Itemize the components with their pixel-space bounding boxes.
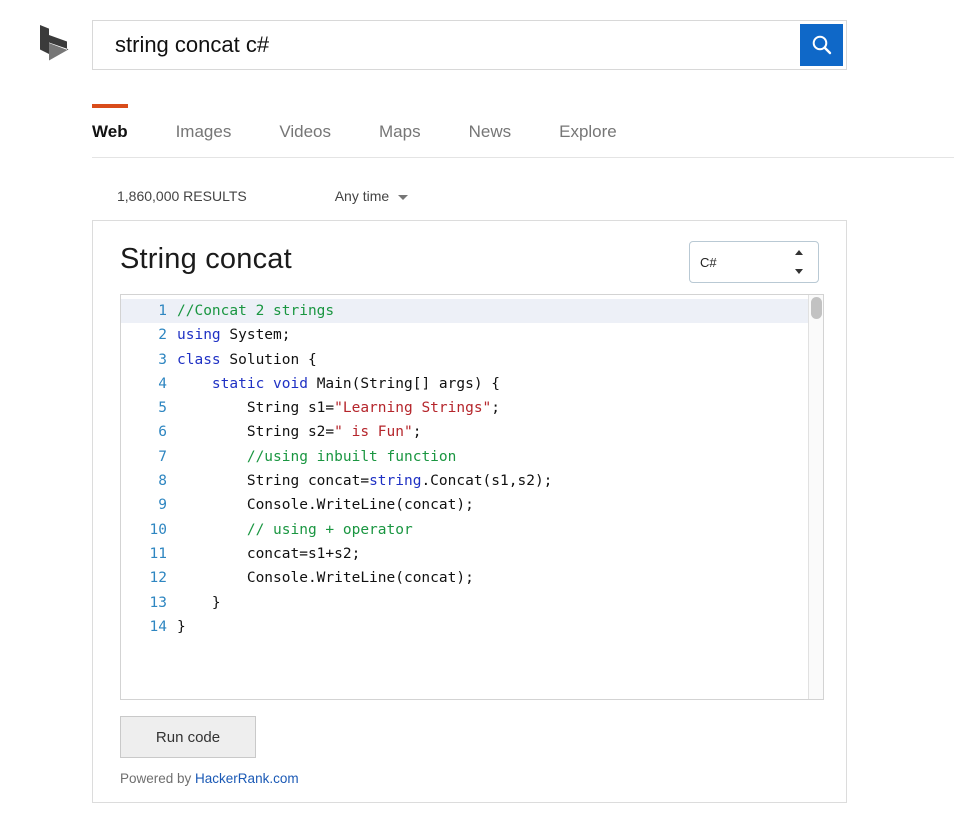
search-bar <box>92 20 847 70</box>
code-line-content <box>177 299 334 323</box>
code-line-number: 10 <box>149 521 167 538</box>
code-line <box>121 566 809 590</box>
code-line-content <box>177 591 221 615</box>
code-line <box>121 591 809 615</box>
time-filter-dropdown[interactable] <box>335 188 408 204</box>
code-token <box>177 449 247 465</box>
bing-logo-svg <box>32 22 78 68</box>
code-token: Console.WriteLine(concat); <box>177 497 474 514</box>
code-editor[interactable] <box>120 294 824 700</box>
tab-images[interactable] <box>176 104 232 142</box>
code-token: using <box>177 327 221 344</box>
code-token: "Learning Strings" <box>334 400 492 417</box>
code-line-content <box>177 348 317 372</box>
powered-by-prefix: Powered by <box>120 771 196 786</box>
powered-by <box>120 771 299 786</box>
code-token: static <box>211 375 265 392</box>
code-line-number: 12 <box>149 570 167 587</box>
code-line <box>121 542 809 566</box>
code-line-content <box>177 396 500 420</box>
card-title: String concat <box>120 243 292 275</box>
code-line-content <box>177 615 186 639</box>
code-token: String concat= <box>177 473 370 490</box>
bing-logo-icon[interactable] <box>32 22 78 68</box>
search-input[interactable] <box>93 21 793 69</box>
code-line-content <box>177 542 360 566</box>
code-line-number: 11 <box>149 545 167 562</box>
code-line-content <box>177 445 456 469</box>
code-line <box>121 396 809 420</box>
code-token: } <box>177 594 221 611</box>
tab-videos-label: Videos <box>279 122 332 141</box>
code-line-content <box>177 469 552 493</box>
code-token: " is Fun" <box>334 424 413 441</box>
code-line-number: 1 <box>158 303 167 319</box>
code-line <box>121 348 809 372</box>
code-token: String s2= <box>177 424 335 441</box>
code-line <box>121 615 809 639</box>
code-answer-card <box>92 220 847 803</box>
code-line-number: 6 <box>158 424 167 441</box>
editor-scrollbar[interactable] <box>808 295 823 699</box>
results-meta <box>117 188 408 204</box>
tab-news-label: News <box>468 122 512 141</box>
code-token: //Concat 2 strings <box>177 303 335 319</box>
code-token: class <box>177 351 221 368</box>
tab-videos[interactable] <box>279 104 331 142</box>
language-select[interactable] <box>689 241 819 283</box>
code-line <box>121 518 809 542</box>
tab-explore[interactable] <box>559 104 617 142</box>
code-line-number: 13 <box>149 594 167 611</box>
code-token: Console.WriteLine(concat); <box>177 570 474 587</box>
code-line <box>121 323 809 347</box>
code-line <box>121 445 809 469</box>
code-line-number: 14 <box>149 618 167 635</box>
code-line-number: 7 <box>158 448 167 465</box>
tab-maps-label: Maps <box>379 122 421 141</box>
editor-scrollbar-thumb[interactable] <box>811 297 822 319</box>
code-token: void <box>273 375 308 392</box>
code-line-number: 8 <box>158 473 167 490</box>
time-filter-label: Any time <box>334 188 390 204</box>
tab-news[interactable] <box>469 104 512 142</box>
code-line-content <box>177 420 421 444</box>
code-token <box>264 376 273 392</box>
code-token: concat=s1+s2; <box>177 545 361 562</box>
code-line-number: 3 <box>158 351 167 368</box>
code-token: System; <box>220 327 291 344</box>
tab-web-label: Web <box>92 122 128 141</box>
search-icon <box>810 33 834 57</box>
code-token: // using + operator <box>246 521 413 538</box>
code-line-content <box>177 566 474 590</box>
tab-web[interactable] <box>92 104 128 142</box>
code-line-number: 2 <box>158 327 167 344</box>
code-token: ; <box>412 424 422 441</box>
results-count: 1,860,000 RESULTS <box>117 188 247 204</box>
code-token: Main(String[] args) { <box>307 375 501 392</box>
code-line-content <box>177 493 474 517</box>
code-line-number: 9 <box>158 497 167 514</box>
hackerrank-link[interactable]: HackerRank.com <box>195 771 299 786</box>
code-token: ; <box>491 400 501 417</box>
code-token: String s1= <box>177 400 335 417</box>
chevron-down-icon <box>398 195 408 200</box>
code-token: string <box>369 473 422 490</box>
tab-explore-label: Explore <box>559 122 617 141</box>
page-header <box>0 0 954 90</box>
code-line-content <box>177 372 500 396</box>
code-line <box>121 299 809 323</box>
run-code-button[interactable]: Run code <box>120 716 256 758</box>
code-token: //using inbuilt function <box>246 448 457 465</box>
code-line-number: 5 <box>158 400 167 417</box>
tab-images-label: Images <box>175 122 232 141</box>
search-button[interactable] <box>800 24 843 66</box>
code-token: .Concat(s1,s2); <box>421 473 553 490</box>
nav-tabs <box>92 104 954 158</box>
code-line-number: 4 <box>158 375 167 392</box>
code-token <box>177 522 247 538</box>
code-token: } <box>177 618 186 635</box>
code-line <box>121 420 809 444</box>
code-line-content <box>177 323 291 347</box>
code-line-content <box>177 518 413 542</box>
code-line <box>121 372 809 396</box>
code-token: Solution { <box>220 351 317 368</box>
code-line <box>121 469 809 493</box>
tab-maps[interactable] <box>379 104 421 142</box>
code-token <box>177 376 212 392</box>
code-line <box>121 493 809 517</box>
code-lines-container[interactable] <box>121 295 809 699</box>
